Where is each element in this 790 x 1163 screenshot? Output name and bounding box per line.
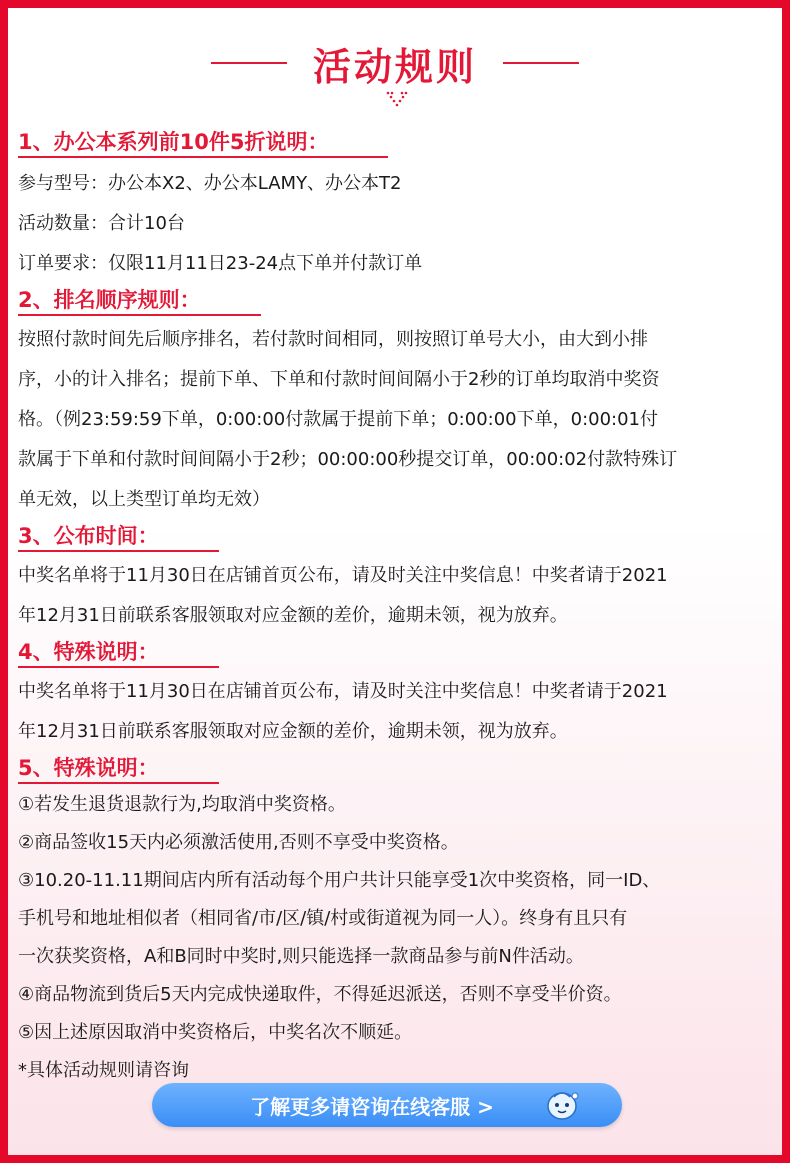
text-line: 款属于下单和付款时间间隔小于2秒；00:00:00秒提交订单，00:00:02付款特殊订 — [18, 449, 678, 470]
text-line: 活动数量：合计10台 — [18, 213, 185, 234]
contact-service-label: 了解更多请咨询在线客服 > — [250, 1094, 494, 1119]
mascot-icon — [544, 1087, 580, 1123]
section-heading: 5、特殊说明： — [18, 752, 219, 784]
text-line: 格。（例23:59:59下单，0:00:00付款属于提前下单；0:00:00下单，0:00:01付 — [18, 409, 659, 430]
title-row — [8, 38, 782, 88]
text-line: 单无效，以上类型订单均无效） — [18, 489, 270, 510]
contact-service-button[interactable] — [152, 1083, 622, 1127]
text-line: 订单要求：仅限11月11日23-24点下单并付款订单 — [18, 253, 423, 274]
rules-card — [8, 8, 782, 1155]
text-line: 中奖名单将于11月30日在店铺首页公布，请及时关注中奖信息！中奖者请于2021 — [18, 565, 668, 586]
chevron-down-icon — [386, 90, 408, 108]
section-4 — [18, 636, 778, 752]
text-line: ④商品物流到货后5天内完成快递取件，不得延迟派送，否则不享受半价资。 — [18, 984, 622, 1005]
text-line: 按照付款时间先后顺序排名，若付款时间相同，则按照订单号大小，由大到小排 — [18, 329, 648, 350]
text-line: *具体活动规则请咨询 — [18, 1060, 189, 1081]
section-heading: 2、排名顺序规则： — [18, 284, 261, 316]
section-3 — [18, 520, 778, 636]
rules-content — [18, 126, 778, 1090]
section-heading: 3、公布时间： — [18, 520, 219, 552]
text-line: 序，小的计入排名；提前下单、下单和付款时间间隔小于2秒的订单均取消中奖资 — [18, 369, 660, 390]
text-line: ⑤因上述原因取消中奖资格后，中奖名次不顺延。 — [18, 1022, 413, 1043]
text-line: 年12月31日前联系客服领取对应金额的差价，逾期未领，视为放弃。 — [18, 721, 568, 742]
text-line: 年12月31日前联系客服领取对应金额的差价，逾期未领，视为放弃。 — [18, 605, 568, 626]
text-line: 参与型号：办公本X2、办公本LAMY、办公本T2 — [18, 173, 402, 194]
section-heading: 4、特殊说明： — [18, 636, 219, 668]
text-line: 一次获奖资格，A和B同时中奖时,则只能选择一款商品参与前N件活动。 — [18, 946, 584, 967]
text-line: 中奖名单将于11月30日在店铺首页公布，请及时关注中奖信息！中奖者请于2021 — [18, 681, 668, 702]
text-line: ②商品签收15天内必须激活使用,否则不享受中奖资格。 — [18, 832, 459, 853]
text-line: ③10.20-11.11期间店内所有活动每个用户共计只能享受1次中奖资格，同一ID、 — [18, 870, 661, 891]
section-5 — [18, 752, 778, 1090]
section-2 — [18, 284, 778, 520]
section-1 — [18, 126, 778, 284]
text-line: ①若发生退货退款行为,均取消中奖资格。 — [18, 794, 346, 815]
title-divider-left — [211, 62, 287, 64]
page-title: 活动规则 — [312, 44, 477, 89]
section-heading: 1、办公本系列前10件5折说明： — [18, 126, 388, 158]
title-divider-right — [503, 62, 579, 64]
text-line: 手机号和地址相似者（相同省/市/区/镇/村或街道视为同一人）。终身有且只有 — [18, 908, 628, 929]
